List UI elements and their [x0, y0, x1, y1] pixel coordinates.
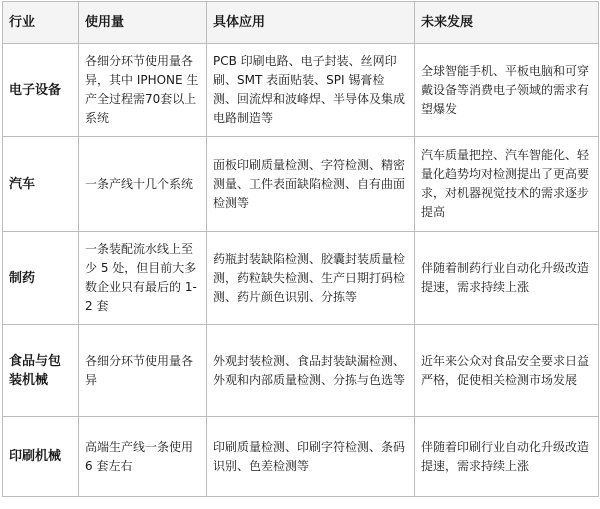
industry-cell: 汽车	[3, 137, 79, 232]
usage-cell: 一条产线十几个系统	[79, 137, 207, 232]
industry-cell: 食品与包装机械	[3, 325, 79, 417]
applications-cell: 外观封装检测、食品封装缺漏检测、外观和内部质量检测、分拣与色选等	[207, 325, 415, 417]
future-cell: 汽车质量把控、汽车智能化、轻量化趋势均对检测提出了更高要求，对机器视觉技术的需求逐步提高	[415, 137, 599, 232]
industry-table	[2, 1, 599, 497]
applications-cell: 印刷质量检测、印刷字符检测、条码识别、色差检测等	[207, 417, 415, 497]
future-cell: 近年来公众对食品安全要求日益严格，促使相关检测市场发展	[415, 325, 599, 417]
header-applications: 具体应用	[207, 2, 415, 44]
usage-cell: 高端生产线一条使用 6 套左右	[79, 417, 207, 497]
header-row	[3, 2, 599, 44]
future-cell: 全球智能手机、平板电脑和可穿戴设备等消费电子领域的需求有望爆发	[415, 44, 599, 137]
usage-cell: 各细分环节使用量各异	[79, 325, 207, 417]
applications-cell: 面板印刷质量检测、字符检测、精密测量、工件表面缺陷检测、自有曲面检测等	[207, 137, 415, 232]
applications-cell: PCB 印刷电路、电子封装、丝网印刷、SMT 表面贴装、SPI 锡膏检测、回流焊和波峰焊、半导体及集成电路制造等	[207, 44, 415, 137]
table-row	[3, 325, 599, 417]
future-cell: 伴随着制药行业自动化升级改造提速，需求持续上涨	[415, 232, 599, 325]
table-row	[3, 137, 599, 232]
usage-cell: 各细分环节使用量各异，其中 IPHONE 生产全过程需70套以上系统	[79, 44, 207, 137]
table-row	[3, 44, 599, 137]
table-row	[3, 417, 599, 497]
industry-cell: 电子设备	[3, 44, 79, 137]
industry-cell: 制药	[3, 232, 79, 325]
applications-cell: 药瓶封装缺陷检测、胶囊封装质量检测，药粒缺失检测、生产日期打码检测、药片颜色识别、分拣等	[207, 232, 415, 325]
usage-cell: 一条装配流水线上至少 5 处，但目前大多数企业只有最后的 1-2 套	[79, 232, 207, 325]
header-industry: 行业	[3, 2, 79, 44]
header-usage: 使用量	[79, 2, 207, 44]
header-future: 未来发展	[415, 2, 599, 44]
future-cell: 伴随着印刷行业自动化升级改造提速，需求持续上涨	[415, 417, 599, 497]
industry-cell: 印刷机械	[3, 417, 79, 497]
table-row	[3, 232, 599, 325]
